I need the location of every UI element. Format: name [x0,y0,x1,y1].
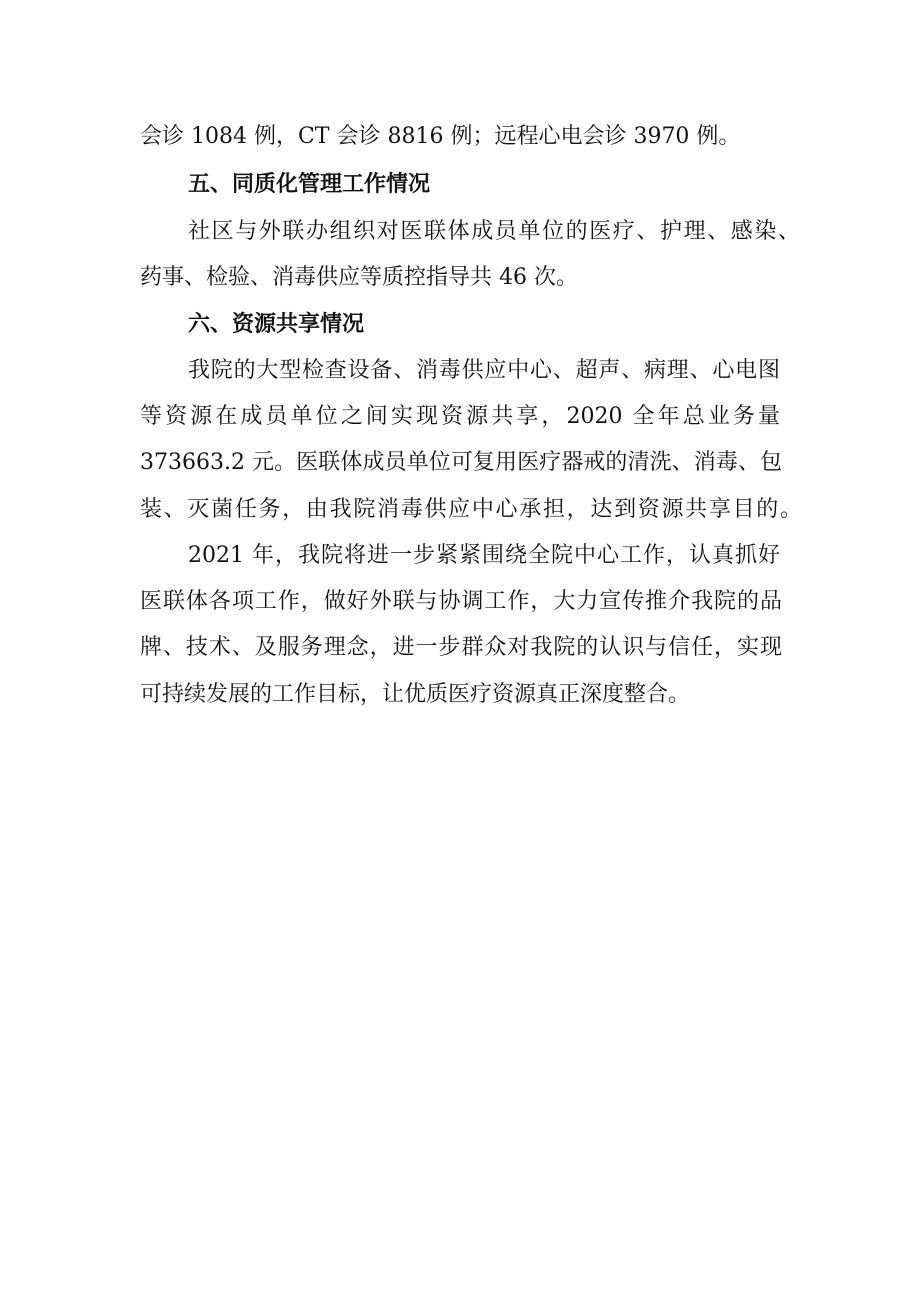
paragraph-line: 373663.2 元。医联体成员单位可复用医疗器戒的清洗、消毒、包 [140,450,782,475]
paragraph-line: 社区与外联办组织对医联体成员单位的医疗、护理、感染、 [188,219,800,244]
paragraph-line: 医联体各项工作，做好外联与协调工作，大力宣传推介我院的品 [140,589,782,614]
paragraph-line: 会诊 1084 例，CT 会诊 8816 例；远程心电会诊 3970 例。 [140,124,741,149]
paragraph-line: 等资源在成员单位之间实现资源共享，2020 全年总业务量 [140,404,780,429]
paragraph-line: 我院的大型检查设备、消毒供应中心、超声、病理、心电图 [188,358,780,383]
paragraph-line: 牌、技术、及服务理念，进一步群众对我院的认识与信任，实现 [140,635,782,660]
paragraph-line: 装、灭菌任务，由我院消毒供应中心承担，达到资源共享目的。 [140,497,802,522]
paragraph-line: 2021 年，我院将进一步紧紧围绕全院中心工作，认真抓好 [188,543,780,568]
section-heading-homogenization: 五、同质化管理工作情况 [188,172,431,197]
section-heading-resource-sharing: 六、资源共享情况 [188,312,365,337]
paragraph-line: 药事、检验、消毒供应等质控指导共 46 次。 [140,265,578,290]
paragraph-line: 可持续发展的工作目标，让优质医疗资源真正深度整合。 [140,682,691,707]
